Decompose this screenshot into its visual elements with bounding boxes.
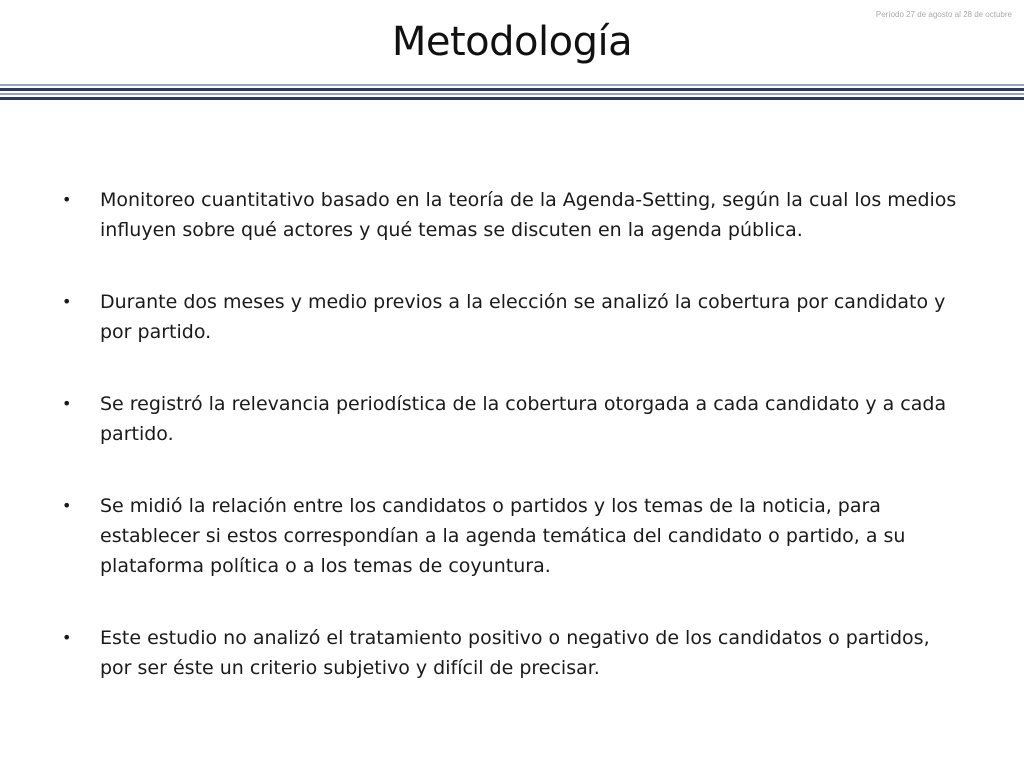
bullet-text: Se midió la relación entre los candidatos o partidos y los temas de la noticia, para establecer si estos correspondían a la agenda temática del candidato o partido, a su plataforma política o a los temas de coyuntura. [100, 495, 906, 577]
divider-line-light-bottom [0, 93, 1024, 95]
bullet-list [58, 185, 958, 683]
bullet-item [58, 287, 958, 347]
bullet-dot-icon: • [62, 394, 72, 413]
bullet-text: Se registró la relevancia periodística de la cobertura otorgada a cada candidato y a cada partido. [100, 393, 947, 445]
divider-line-dark-top [0, 88, 1024, 91]
bullet-text: Durante dos meses y medio previos a la elección se analizó la cobertura por candidato y por partido. [100, 291, 946, 343]
bullet-dot-icon: • [62, 190, 72, 209]
bullet-item [58, 623, 958, 683]
divider-line-dark-bottom [0, 97, 1024, 100]
bullet-item [58, 185, 958, 245]
period-note: Período 27 de agosto al 28 de octubre [875, 10, 1012, 19]
bullet-item [58, 389, 958, 449]
divider-line-light-top [0, 84, 1024, 86]
slide-title: Metodología [391, 19, 633, 65]
bullet-text: Monitoreo cuantitativo basado en la teoría de la Agenda-Setting, según la cual los medios influyen sobre qué actores y qué temas se discuten en la agenda pública. [100, 189, 957, 241]
bullet-item [58, 491, 958, 581]
bullet-dot-icon: • [62, 496, 72, 515]
bullet-text: Este estudio no analizó el tratamiento positivo o negativo de los candidatos o partidos, por ser éste un criterio subjetivo y difícil de precisar. [100, 627, 930, 679]
bullet-dot-icon: • [62, 628, 72, 647]
bullet-dot-icon: • [62, 292, 72, 311]
title-divider [0, 84, 1024, 104]
